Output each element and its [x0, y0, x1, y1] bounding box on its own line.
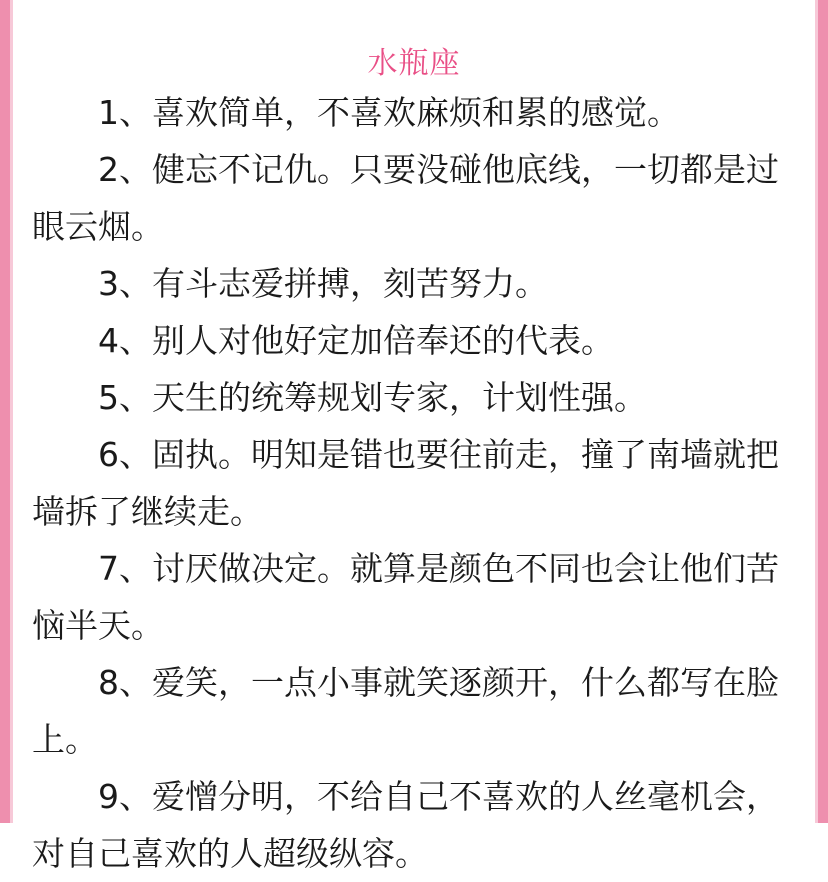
right-border — [818, 0, 828, 823]
list-item: 3、有斗志爱拼搏，刻苦努力。 — [98, 264, 548, 303]
list-item: 5、天生的统筹规划专家，计划性强。 — [98, 378, 647, 417]
list-item: 8、爱笑，一点小事就笑逐颜开，什么都写在脸上。 — [32, 663, 779, 759]
left-inner-border — [10, 0, 13, 823]
left-border — [0, 0, 10, 823]
trait-list — [32, 84, 802, 882]
list-item: 1、喜欢简单，不喜欢麻烦和累的感觉。 — [98, 93, 680, 132]
right-inner-border — [815, 0, 818, 823]
page-title: 水瓶座 — [367, 46, 461, 81]
list-item: 2、健忘不记仇。只要没碰他底线，一切都是过眼云烟。 — [32, 150, 779, 246]
list-item: 6、固执。明知是错也要往前走，撞了南墙就把墙拆了继续走。 — [32, 435, 779, 531]
list-item: 9、爱憎分明，不给自己不喜欢的人丝毫机会，对自己喜欢的人超级纵容。 — [32, 777, 779, 873]
list-item: 4、别人对他好定加倍奉还的代表。 — [98, 321, 614, 360]
list-item: 7、讨厌做决定。就算是颜色不同也会让他们苦恼半天。 — [32, 549, 779, 645]
